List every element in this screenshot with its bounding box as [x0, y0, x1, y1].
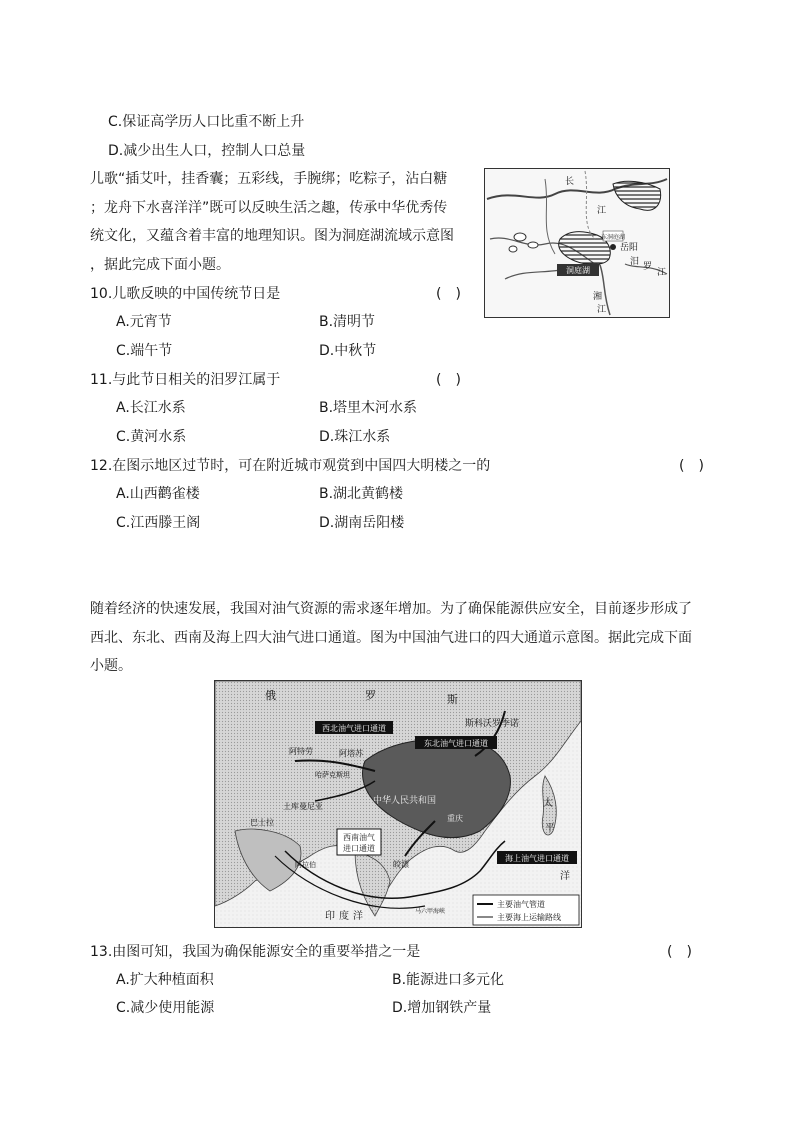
q10-option-d[interactable]: D.中秋节	[319, 343, 377, 359]
q13-option-c[interactable]: C.减少使用能源	[116, 1000, 215, 1016]
label-kyaukphyu: 皎漂	[393, 860, 409, 869]
q12-option-a[interactable]: A.山西鹳雀楼	[116, 486, 200, 502]
label-kazakhstan: 哈萨克斯坦	[315, 771, 350, 779]
passage2-line-3: 小题。	[90, 658, 132, 674]
label-tai: 太	[543, 798, 553, 809]
legend-pipeline: 主要油气管道	[497, 900, 545, 909]
label-miluo-3: 江	[657, 268, 667, 278]
label-china: 中华人民共和国	[373, 796, 437, 806]
passage2-line-2: 西北、东北、西南及海上四大油气进口通道。图为中国油气进口的四大通道示意图。据此完成下面	[90, 630, 692, 646]
q10-option-c[interactable]: C.端午节	[116, 343, 173, 359]
question-12-stem: 12.在图示地区过节时，可在附近城市观赏到中国四大明楼之一的	[90, 458, 491, 474]
label-miluo-2: 罗	[643, 262, 653, 272]
label-luo: 罗	[365, 689, 376, 702]
label-northwest-channel: 西北油气进口通道	[322, 724, 386, 733]
prev-option-c: C.保证高学历人口比重不断上升	[108, 114, 305, 130]
q12-option-c[interactable]: C.江西滕王阁	[116, 515, 201, 531]
oil-gas-channels-map	[214, 680, 582, 928]
question-11-answer-bracket[interactable]: ( )	[436, 372, 461, 388]
label-basra: 巴士拉	[250, 818, 274, 827]
label-skovorodino: 斯科沃罗季诺	[465, 719, 520, 729]
label-miluo-1: 汨	[630, 257, 640, 267]
label-e: 俄	[265, 689, 276, 702]
label-xiang-1: 湘	[593, 292, 603, 302]
label-atyrau: 阿特劳	[289, 747, 313, 756]
label-nanping: 东洞庭湖	[600, 234, 626, 241]
label-atasu: 阿塔苏	[339, 749, 363, 758]
label-arabia: 阿拉伯	[295, 861, 316, 869]
dongting-map-drawing	[485, 169, 669, 317]
label-dongting: 洞庭湖	[566, 266, 590, 275]
oil-gas-map-drawing	[215, 681, 581, 927]
passage1-line-1: 儿歌“插艾叶，挂香囊；五彩线，手腕绑；吃粽子，沾白糖	[90, 171, 448, 187]
prev-option-d: D.减少出生人口，控制人口总量	[108, 143, 306, 159]
dongting-lake-map	[484, 168, 670, 318]
q13-option-d[interactable]: D.增加钢铁产量	[392, 1000, 492, 1016]
label-indian-ocean: 印度洋	[325, 911, 367, 922]
question-11-stem: 11.与此节日相关的汨罗江属于	[90, 372, 281, 388]
q12-option-d[interactable]: D.湖南岳阳楼	[319, 515, 405, 531]
label-yueyang: 岳阳	[620, 243, 639, 253]
passage2-line-1: 随着经济的快速发展，我国对油气资源的需求逐年增加。为了确保能源供应安全，目前逐步形成了	[90, 601, 692, 617]
q11-option-d[interactable]: D.珠江水系	[319, 429, 391, 445]
label-ping: 平	[545, 823, 555, 834]
label-malacca: 马六甲海峡	[415, 908, 446, 915]
legend-sea-route: 主要海上运输路线	[497, 913, 561, 922]
label-northeast-channel: 东北油气进口通道	[424, 739, 488, 748]
question-10-answer-bracket[interactable]: ( )	[436, 286, 461, 302]
q11-option-c[interactable]: C.黄河水系	[116, 429, 187, 445]
label-yang: 洋	[560, 871, 570, 882]
passage1-line-2: ；龙舟下水喜洋洋”既可以反映生活之趣，传承中华优秀传	[90, 200, 448, 216]
label-chongqing: 重庆	[447, 814, 463, 823]
label-southwest-channel-1: 西南油气	[343, 833, 375, 842]
q10-option-b[interactable]: B.清明节	[319, 314, 376, 330]
label-sea-channel: 海上油气进口通道	[505, 854, 569, 863]
label-southwest-channel-2: 进口通道	[343, 844, 375, 853]
label-si: 斯	[447, 693, 458, 706]
q12-option-b[interactable]: B.湖北黄鹤楼	[319, 486, 404, 502]
q13-option-b[interactable]: B.能源进口多元化	[392, 972, 505, 988]
question-13-answer-bracket[interactable]: ( )	[667, 944, 692, 960]
question-13-stem: 13.由图可知，我国为确保能源安全的重要举措之一是	[90, 944, 421, 960]
label-chang: 长	[565, 177, 575, 187]
q13-option-a[interactable]: A.扩大种植面积	[116, 972, 214, 988]
passage1-line-4: ，据此完成下面小题。	[90, 257, 230, 273]
q11-option-a[interactable]: A.长江水系	[116, 400, 186, 416]
q10-option-a[interactable]: A.元宵节	[116, 314, 172, 330]
label-jiang: 江	[597, 206, 607, 216]
label-turkmen: 土库曼尼亚	[283, 802, 323, 811]
label-xiang-2: 江	[597, 305, 607, 315]
q11-option-b[interactable]: B.塔里木河水系	[319, 400, 418, 416]
passage1-line-3: 统文化，又蕴含着丰富的地理知识。图为洞庭湖流域示意图	[90, 228, 454, 244]
question-12-answer-bracket[interactable]: ( )	[679, 458, 704, 474]
question-10-stem: 10.儿歌反映的中国传统节日是	[90, 286, 281, 302]
